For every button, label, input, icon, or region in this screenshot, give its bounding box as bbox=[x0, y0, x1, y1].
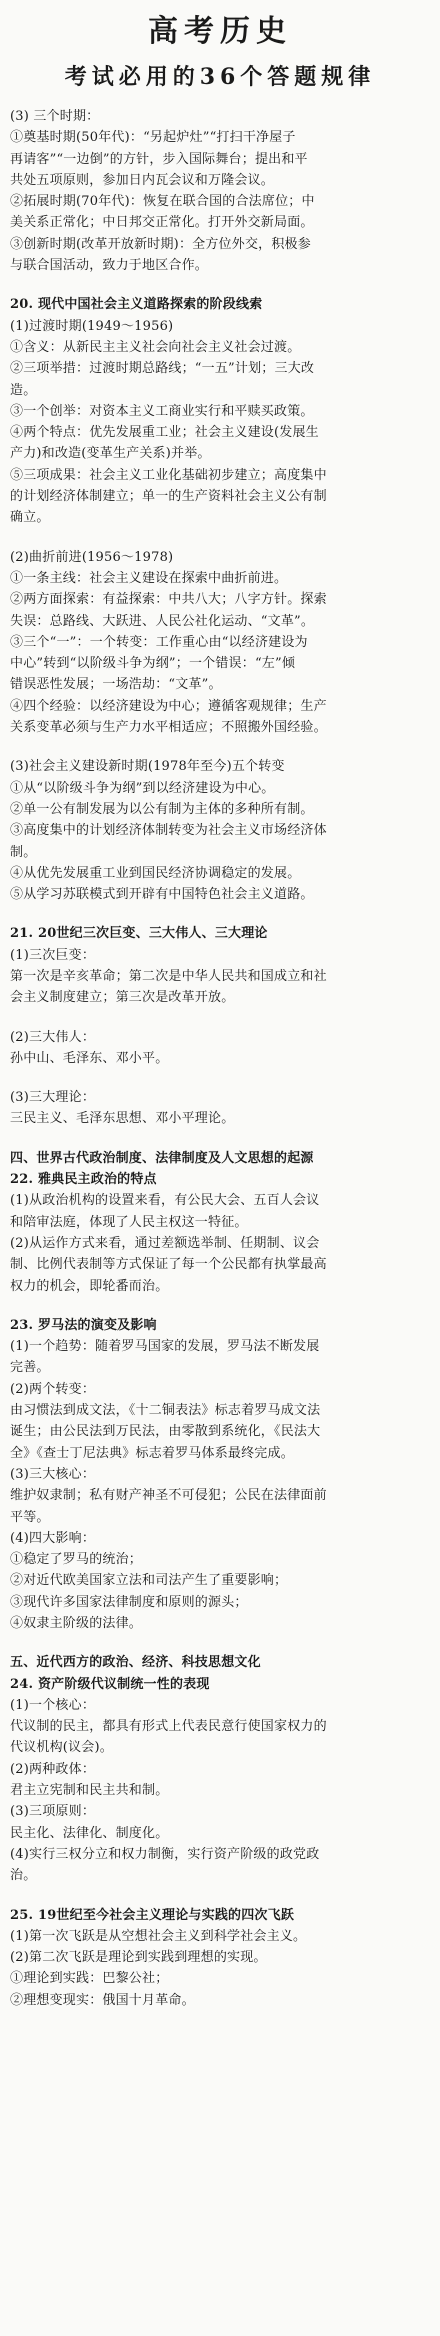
text-line: (2)三大伟人： bbox=[10, 1029, 96, 1045]
text-line: 由习惯法到成文法，《十二铜表法》标志着罗马成文法 bbox=[10, 1403, 321, 1419]
text-line: ①理论到实践：巴黎公社； bbox=[10, 1971, 169, 1987]
text-line: (1)一个趋势：随着罗马国家的发展，罗马法不断发展 bbox=[10, 1339, 320, 1355]
section-heading: 四、世界古代政治制度、法律制度及人文思想的起源 bbox=[10, 1150, 314, 1166]
paragraph-gap bbox=[10, 1887, 430, 1905]
text-line: ④四个经验：以经济建设为中心；遵循客观规律；生产 bbox=[10, 698, 327, 714]
text-line: ④两个特点：优先发展重工业；社会主义建设(发展生 bbox=[10, 425, 319, 441]
text-line: ①含义：从新民主主义社会向社会主义社会过渡。 bbox=[10, 339, 301, 355]
text-line: (1)第一次飞跃是从空想社会主义到科学社会主义。 bbox=[10, 1928, 307, 1944]
text-line: ①奠基时期(50年代)：“另起炉灶”“打扫干净屋子 bbox=[10, 130, 296, 146]
text-line: 孙中山、毛泽东、邓小平。 bbox=[10, 1050, 169, 1066]
text-line: 制。 bbox=[10, 844, 37, 860]
text-line: 的计划经济体制建立；单一的生产资料社会主义公有制 bbox=[10, 489, 327, 505]
text-line: 关系变革必须与生产力水平相适应；不照搬外国经验。 bbox=[10, 720, 327, 736]
text-line: 错误恶性发展；一场浩劫：“文革”。 bbox=[10, 677, 222, 693]
paragraph-gap bbox=[10, 1009, 430, 1027]
text-line: 与联合国活动，致力于地区合作。 bbox=[10, 258, 209, 274]
text-line: (1)一个核心： bbox=[10, 1697, 96, 1713]
text-line: ②对近代欧美国家立法和司法产生了重要影响； bbox=[10, 1573, 288, 1589]
text-line: 代议机构(议会)。 bbox=[10, 1740, 113, 1756]
text-line: ⑤三项成果：社会主义工业化基础初步建立；高度集中 bbox=[10, 467, 327, 483]
section-heading: 22. 雅典民主政治的特点 bbox=[10, 1172, 157, 1188]
text-line: ③创新时期(改革开放新时期)：全方位外交，积极参 bbox=[10, 236, 311, 252]
text-line: (2)从运作方式来看，通过差额选举制、任期制、议会 bbox=[10, 1235, 320, 1251]
text-line: 确立。 bbox=[10, 510, 50, 526]
text-line: 民主化、法律化、制度化。 bbox=[10, 1825, 169, 1841]
page-title: 高考历史 bbox=[148, 14, 292, 49]
text-line: 第一次是辛亥革命；第二次是中华人民共和国成立和社 bbox=[10, 968, 327, 984]
text-line: 完善。 bbox=[10, 1360, 50, 1376]
text-line: 治。 bbox=[10, 1868, 37, 1884]
text-line: ③现代许多国家法律制度和原则的源头； bbox=[10, 1594, 248, 1610]
document-body bbox=[10, 106, 430, 2011]
text-line: (1)三次巨变： bbox=[10, 947, 96, 963]
text-line: 中心”转到“以阶级斗争为纲”；一个错误：“左”倾 bbox=[10, 656, 296, 672]
text-line: ④奴隶主阶级的法律。 bbox=[10, 1616, 143, 1631]
text-line: (3)三项原则： bbox=[10, 1804, 96, 1820]
section-heading: 20. 现代中国社会主义道路探索的阶段线索 bbox=[10, 297, 263, 313]
text-line: (2)两个转变： bbox=[10, 1381, 96, 1397]
text-line: 代议制的民主，都具有形式上代表民意行使国家权力的 bbox=[10, 1719, 327, 1735]
document-page bbox=[10, 0, 430, 2011]
text-line: ②拓展时期(70年代)：恢复在联合国的合法席位；中 bbox=[10, 194, 315, 210]
paragraph-gap bbox=[10, 905, 430, 923]
section-heading: 23. 罗马法的演变及影响 bbox=[10, 1317, 157, 1333]
section-heading: 21. 20世纪三次巨变、三大伟人、三大理论 bbox=[10, 926, 268, 942]
text-line: ⑤从学习苏联模式到开辟有中国特色社会主义道路。 bbox=[10, 887, 314, 903]
text-line: (4)实行三权分立和权力制衡，实行资产阶级的政党政 bbox=[10, 1846, 320, 1862]
text-line: 三民主义、毛泽东思想、邓小平理论。 bbox=[10, 1111, 235, 1127]
section-heading: 25. 19世纪至今社会主义理论与实践的四次飞跃 bbox=[10, 1907, 295, 1923]
section-heading: 24. 资产阶级代议制统一性的表现 bbox=[10, 1676, 210, 1692]
text-line: ③高度集中的计划经济体制转变为社会主义市场经济体 bbox=[10, 823, 327, 839]
paragraph-gap bbox=[10, 1130, 430, 1148]
text-line: ②三项举措：过渡时期总路线；“一五”计划；三大改 bbox=[10, 361, 315, 377]
text-line: (2)曲折前进(1956～1978) bbox=[10, 549, 174, 565]
text-line: (4)四大影响： bbox=[10, 1530, 96, 1546]
paragraph-gap bbox=[10, 529, 430, 547]
text-line: (3)三大理论： bbox=[10, 1090, 96, 1106]
paragraph-gap bbox=[10, 738, 430, 756]
text-line: ②两方面探索：有益探索：中共八大；八字方针。探索 bbox=[10, 592, 327, 608]
text-line: 再请客”“一边倒”的方针，步入国际舞台；提出和平 bbox=[10, 151, 308, 167]
text-line: 共处五项原则，参加日内瓦会议和万隆会议。 bbox=[10, 172, 275, 188]
paragraph-gap bbox=[10, 1069, 430, 1087]
text-line: 君主立宪制和民主共和制。 bbox=[10, 1783, 169, 1799]
text-line: 失误：总路线、大跃进、人民公社化运动、“文革”。 bbox=[10, 613, 315, 629]
text-line: 制、比例代表制等方式保证了每一个公民都有执掌最高 bbox=[10, 1257, 327, 1273]
text-line: (3) 三个时期： bbox=[10, 109, 100, 124]
text-line: (1)从政治机构的设置来看，有公民大会、五百人会议 bbox=[10, 1193, 320, 1209]
section-heading: 五、近代西方的政治、经济、科技思想文化 bbox=[10, 1655, 261, 1671]
text-line: ①一条主线：社会主义建设在探索中曲折前进。 bbox=[10, 570, 288, 586]
text-line: ③三个“一”：一个转变：工作重心由“以经济建设为 bbox=[10, 634, 308, 650]
text-line: 和陪审法庭，体现了人民主权这一特征。 bbox=[10, 1214, 248, 1230]
paragraph-gap bbox=[10, 276, 430, 294]
text-line: 产力)和改造(变革生产关系)并举。 bbox=[10, 446, 211, 462]
text-line: ②单一公有制发展为以公有制为主体的多种所有制。 bbox=[10, 801, 314, 817]
document-header bbox=[10, 12, 430, 94]
text-line: ①从“以阶级斗争为纲”到以经济建设为中心。 bbox=[10, 780, 275, 796]
text-line: 全》《查士丁尼法典》标志着罗马体系最终完成。 bbox=[10, 1445, 294, 1461]
text-line: 造。 bbox=[10, 382, 37, 398]
text-line: (3)社会主义建设新时期(1978年至今)五个转变 bbox=[10, 759, 285, 775]
text-line: ③一个创举：对资本主义工商业实行和平赎买政策。 bbox=[10, 403, 314, 419]
text-line: 会主义制度建立；第三次是改革开放。 bbox=[10, 990, 235, 1006]
page-subtitle: 考试必用的36个答题规律 bbox=[64, 64, 376, 90]
paragraph-gap bbox=[10, 1634, 430, 1652]
text-line: (2)第二次飞跃是理论到实践到理想的实现。 bbox=[10, 1950, 267, 1966]
text-line: 维护奴隶制；私有财产神圣不可侵犯；公民在法律面前 bbox=[10, 1488, 327, 1504]
text-line: ②理想变现实：俄国十月革命。 bbox=[10, 1992, 195, 2008]
text-line: ④从优先发展重工业到国民经济协调稳定的发展。 bbox=[10, 865, 301, 881]
text-line: ①稳定了罗马的统治； bbox=[10, 1552, 143, 1568]
text-line: 美关系正常化；中日邦交正常化。打开外交新局面。 bbox=[10, 215, 314, 231]
paragraph-gap bbox=[10, 1297, 430, 1315]
text-line: 平等。 bbox=[10, 1509, 50, 1525]
text-line: (3)三大核心： bbox=[10, 1466, 96, 1482]
text-line: 诞生；由公民法到万民法，由零散到系统化，《民法大 bbox=[10, 1424, 321, 1440]
text-line: 权力的机会，即轮番而治。 bbox=[10, 1278, 169, 1294]
text-line: (1)过渡时期(1949～1956) bbox=[10, 318, 174, 334]
text-line: (2)两种政体： bbox=[10, 1761, 96, 1777]
